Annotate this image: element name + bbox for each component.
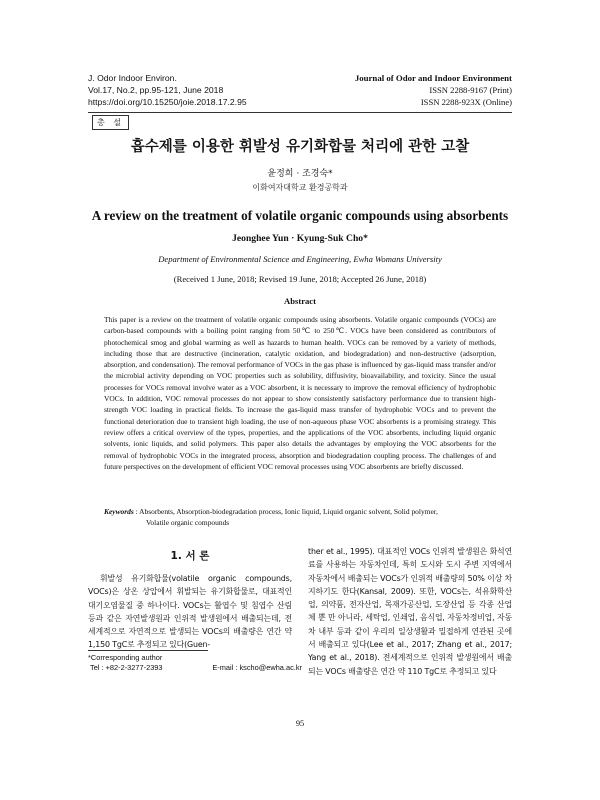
- keywords-label: Keywords: [104, 507, 134, 516]
- english-title: A review on the treatment of volatile organic compounds using absorbents: [91, 208, 509, 223]
- corresponding-author: *Corresponding author: [88, 653, 163, 662]
- volume-info: Vol.17, No.2, pp.95-121, June 2018: [88, 85, 224, 95]
- english-authors: Jeonghee Yun · Kyung-Suk Cho*: [232, 233, 368, 244]
- keywords-line2: Volatile organic compounds: [146, 518, 230, 528]
- intro-paragraph-2: ther et al., 1995). 대표적인 VOCs 인위적 발생원은 화석연료를 사용하는 자동차인데, 특히 도시와 도시 주변 지역에서 자동차에서 배출되는 VOCs가 인위적 배출량의 50% 이상 차지하기도 한다(Kansal, 2009). 또한, VOCs는, 석유화학산업, 의약품, 전자산업, 목재가공산업, 도장산업 등 각종 산업체 뿐 만 아니라, 세탁업, 인쇄업, 음식업, 자동차정비업, 자동차 내부 등과 같이 우리의 일상생활과 밀접하게 연관된 곳에서 배출되고 있다(Lee et al., 2017; Zhang et al., 2017; Yang et al., 2018). 전세계적으로 인위적 발생원에서 배출되는 VOCs 배출량은 연간 약 110 TgC로 추정되고 있다: [308, 547, 512, 676]
- abstract-heading: Abstract: [284, 296, 316, 306]
- keywords: [104, 506, 496, 528]
- body-column-left: [88, 572, 292, 652]
- section-title: 1. 서 론: [170, 550, 210, 562]
- footnote: [88, 653, 308, 673]
- email[interactable]: E-mail : kscho@ewha.ac.kr: [212, 663, 302, 672]
- korean-title: 흡수제를 이용한 휘발성 유기화합물 처리에 관한 고찰: [130, 139, 470, 155]
- intro-paragraph-1: 휘발성 유기화합물(volatile organic compounds, VOCs)은 상온 상압에서 휘발되는 유기화합물로, 대표적인 대기오염물질 중 하나이다. VOCs는 활엽수 및 침엽수 산림 등과 같은 자연발생원과 인위적 발생원에서 배출되는데, 전 세계적으로 자연적으로 발생되는 VOCs의 배출량은 연간 약 1,150 TgC로 추정되고 있다(Guen-: [88, 574, 292, 650]
- article-type-badge: 총 설: [92, 115, 129, 130]
- english-affiliation: Department of Environmental Science and Engineering, Ewha Womans University: [158, 254, 442, 264]
- header-right: [355, 72, 512, 108]
- body-column-right: [308, 545, 512, 678]
- korean-affiliation: 이화여자대학교 환경공학과: [252, 183, 348, 192]
- header-rule: [88, 112, 512, 113]
- issn-online: ISSN 2288-923X (Online): [420, 97, 512, 107]
- issn-print: ISSN 2288-9167 (Print): [429, 85, 512, 95]
- korean-authors: 윤정희 · 조경숙*: [267, 169, 333, 179]
- abstract-body: This paper is a review on the treatment of volatile organic compounds using absorbents. Volatile organic compounds (VOCs) are carbon-based compounds with a boiling point ranging from 50℃ to 250℃. VOCs have been considered as contributors of photochemical smog and global warming as well as hazards to human health. VOCs can be removed by a variety of methods, including those that are destructive (incineration, catalytic oxidation, and biodegradation) and non-destructive (adsorption, absorption, and condensation). The removal performance of VOCs in the gas phase is influenced by gas-liquid mass transfer and/or the microbial activity depending on VOC properties such as solubility, diffusivity, bioavailability, and toxicity. Since the usual processes for VOCs removal involve water as a VOC absorbent, it is necessary to improve the removal efficiency of hydrophobic VOCs. In addition, VOC removal processes do not appear to show consistently satisfactory performance due to transient high-strength VOC loading in practical fields. To increase the gas-liquid mass transfer of hydrophobic VOCs and to prevent the functional deterioration due to transient high loading, the use of non-aqueous phase VOC absorbents is a promising strategy. This review offers a critical overview of the types, properties, and the applications of the VOC absorbents, including liquid organic solvents, ionic liquids, and solid polymers. This paper also details the advantages by employing the VOC absorbents for the removal of hydrophobic VOCs in the integrated process, absorption and biodegradation coupling process. The challenges of and future perspectives on the development of efficient VOC removal processes using VOC absorbents are briefly discussed.: [104, 315, 496, 471]
- journal-abbrev: J. Odor Indoor Environ.: [88, 73, 177, 83]
- journal-name: Journal of Odor and Indoor Environment: [354, 73, 512, 83]
- telephone: Tel : +82-2-3277-2393: [90, 663, 163, 672]
- page-number: 95: [295, 719, 305, 728]
- footnote-rule: [88, 650, 208, 651]
- doi-link[interactable]: https://doi.org/10.15250/joie.2018.17.2.95: [88, 97, 247, 107]
- keywords-line1: : Absorbents, Absorption-biodegradation process, Ionic liquid, Liquid organic solvent, Solid polymer,: [135, 507, 438, 516]
- received-dates: (Received 1 June, 2018; Revised 19 June, 2018; Accepted 26 June, 2018): [173, 274, 427, 284]
- header-left: [88, 72, 247, 108]
